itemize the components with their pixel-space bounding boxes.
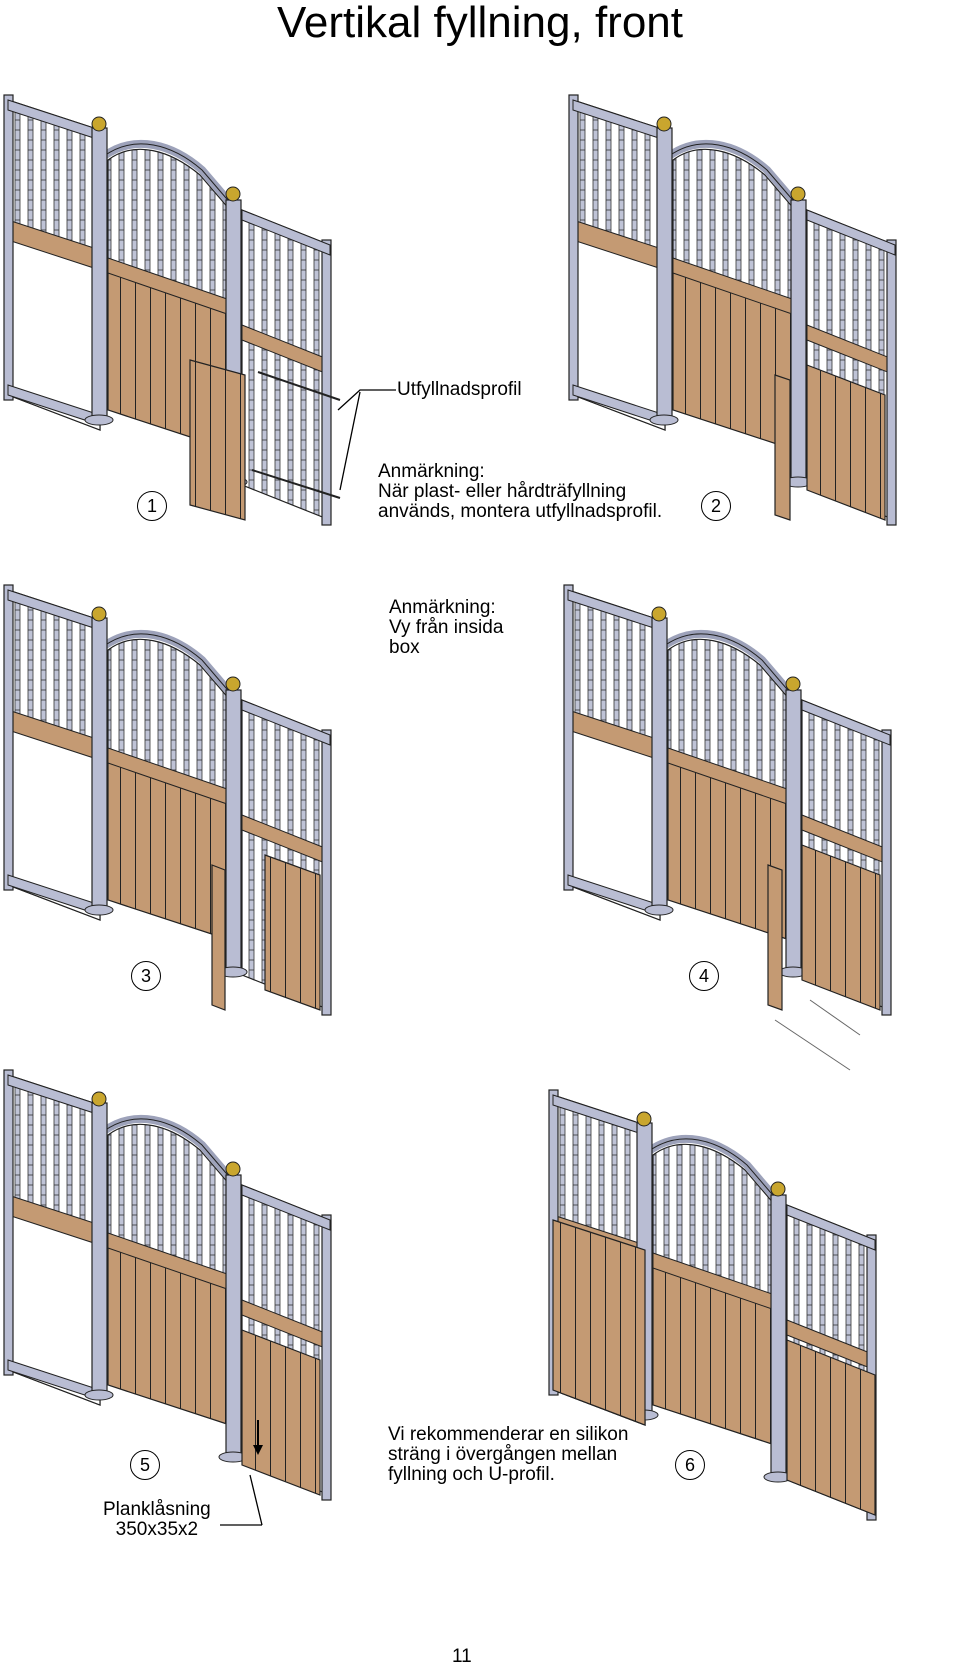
utfyllnadsprofil-label: Utfyllnadsprofil [397, 379, 522, 400]
note-step-3: Anmärkning: Vy från insida box [389, 597, 504, 658]
illustration-step-1 [4, 95, 340, 525]
illustration-step-4 [564, 585, 891, 1070]
page-number: 11 [452, 1646, 472, 1667]
illustration-step-3 [4, 585, 331, 1015]
step-number-2: 2 [701, 491, 731, 521]
step-number-6: 6 [675, 1450, 705, 1480]
step-number-5: 5 [130, 1450, 160, 1480]
note-step-2: Anmärkning: När plast- eller hårdträfyllning används, montera utfyllnadsprofil. [378, 461, 663, 522]
illustration-step-2 [569, 95, 896, 525]
plank-lock-label: Planklåsning 350x35x2 [103, 1499, 211, 1540]
page-title: Vertikal fyllning, front [277, 0, 683, 47]
step-number-3: 3 [131, 961, 161, 991]
illustration-step-5 [4, 1070, 331, 1500]
silicone-note: Vi rekommenderar en silikon sträng i övergången mellan fyllning och U-profil. [388, 1424, 629, 1485]
step-number-1: 1 [137, 491, 167, 521]
step-number-4: 4 [689, 961, 719, 991]
